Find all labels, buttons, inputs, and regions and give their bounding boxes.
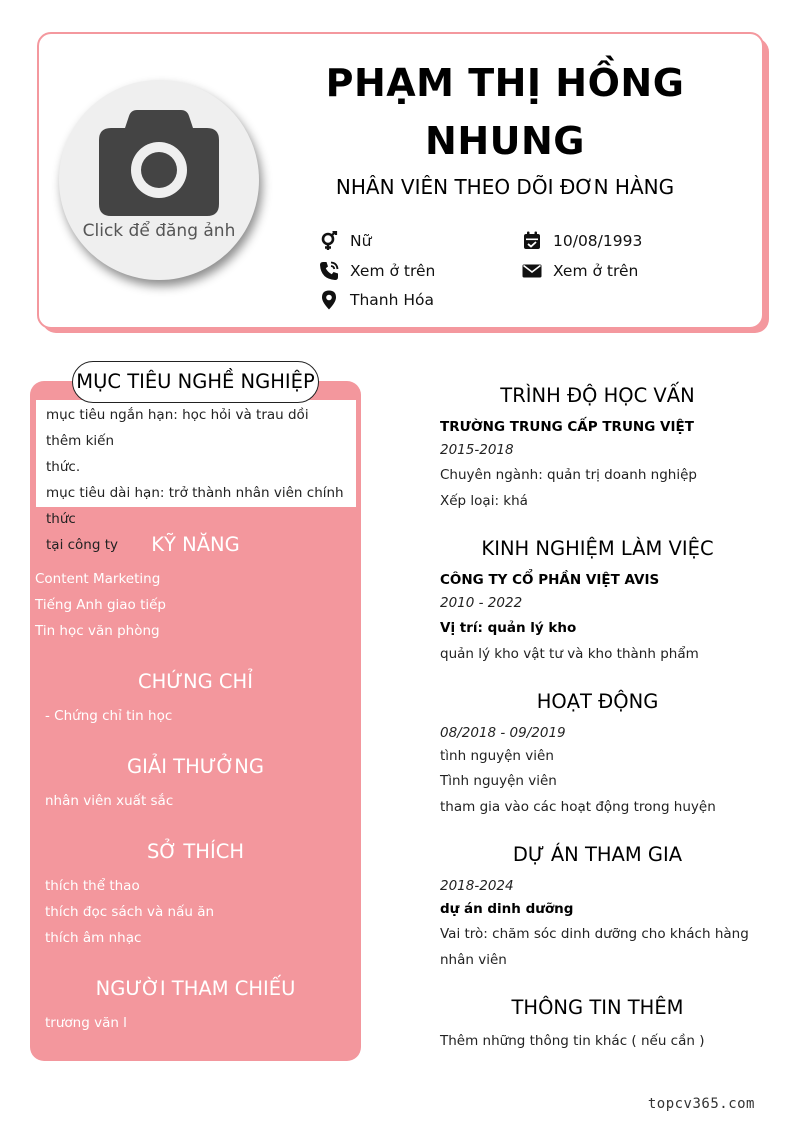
activities-description: tham gia vào các hoạt động trong huyện — [440, 799, 716, 815]
education-school: TRƯỜNG TRUNG CẤP TRUNG VIỆT — [440, 419, 694, 435]
objective-line: mục tiêu dài hạn: trở thành nhân viên chính thức — [46, 485, 344, 527]
projects-role-line: nhân viên — [440, 952, 507, 968]
gender-value: Nữ — [350, 231, 372, 250]
skill-item: Content Marketing — [35, 571, 161, 587]
phone-value: Xem ở trên — [350, 261, 436, 280]
objective-title: MỤC TIÊU NGHỀ NGHIỆP — [72, 361, 319, 403]
birthday-info — [521, 230, 642, 251]
additional-text: Thêm những thông tin khác ( nếu cần ) — [440, 1033, 705, 1049]
photo-upload[interactable] — [59, 80, 259, 280]
references-title: NGƯỜI THAM CHIẾU — [95, 977, 296, 1000]
reference-item: trương văn l — [45, 1015, 127, 1031]
objective-line: mục tiêu ngắn hạn: học hỏi và trau dồi thêm kiến — [46, 407, 309, 449]
activities-title: HOẠT ĐỘNG — [536, 690, 659, 713]
experience-company: CÔNG TY CỔ PHẦN VIỆT AVIS — [440, 572, 660, 588]
experience-description: quản lý kho vật tư và kho thành phẩm — [440, 646, 699, 662]
objective-line: tại công ty — [46, 537, 118, 553]
calendar-icon — [521, 230, 542, 251]
projects-name: dự án dinh dưỡng — [440, 901, 574, 917]
skills-title: KỸ NĂNG — [151, 533, 240, 556]
additional-title: THÔNG TIN THÊM — [511, 996, 684, 1019]
projects-role-line: Vai trò: chăm sóc dinh dưỡng cho khách hàng — [440, 926, 749, 942]
birthday-value: 10/08/1993 — [553, 231, 643, 250]
address-value: Thanh Hóa — [350, 290, 435, 309]
email-icon — [521, 260, 542, 281]
activities-role: Tình nguyện viên — [440, 773, 557, 789]
education-period: 2015-2018 — [440, 442, 514, 458]
name-line-2: NHUNG — [425, 119, 585, 163]
email-value: Xem ở trên — [553, 261, 639, 280]
skill-item: Tiếng Anh giao tiếp — [35, 597, 167, 613]
hobbies-title: SỞ THÍCH — [147, 840, 244, 863]
certificate-item: - Chứng chỉ tin học — [45, 708, 173, 724]
experience-position: Vị trí: quản lý kho — [440, 620, 577, 636]
phone-info — [318, 260, 435, 281]
awards-title: GIẢI THƯỞNG — [127, 755, 264, 778]
education-rank: Xếp loại: khá — [440, 493, 528, 509]
location-pin-icon — [318, 289, 339, 310]
job-title: NHÂN VIÊN THEO DÕI ĐƠN HÀNG — [335, 175, 675, 199]
award-item: nhân viên xuất sắc — [45, 793, 174, 809]
hobby-item: thích thể thao — [45, 878, 140, 894]
address-info — [318, 289, 434, 310]
projects-title: DỰ ÁN THAM GIA — [512, 843, 683, 866]
certificates-title: CHỨNG CHỈ — [138, 670, 253, 693]
education-title: TRÌNH ĐỘ HỌC VẤN — [500, 384, 695, 407]
activities-organization: tình nguyện viên — [440, 748, 554, 764]
photo-label: Click để đăng ảnh — [82, 221, 236, 241]
skill-item: Tin học văn phòng — [35, 623, 160, 639]
gender-icon — [318, 230, 339, 251]
projects-period: 2018-2024 — [440, 878, 514, 894]
hobby-item: thích âm nhạc — [45, 930, 142, 946]
experience-title: KINH NGHIỆM LÀM VIỆC — [481, 537, 714, 560]
name-line-1: PHẠM THỊ HỒNG — [325, 61, 685, 105]
gender-info — [318, 230, 371, 251]
phone-icon — [318, 260, 339, 281]
email-info — [521, 260, 638, 281]
experience-period: 2010 - 2022 — [440, 595, 523, 611]
footer-site: topcv365.com — [647, 1096, 755, 1112]
camera-icon — [99, 110, 219, 216]
candidate-name — [315, 54, 695, 170]
hobby-item: thích đọc sách và nấu ăn — [45, 904, 215, 920]
activities-period: 08/2018 - 09/2019 — [440, 725, 566, 741]
objective-line: thức. — [46, 459, 81, 475]
education-major: Chuyên ngành: quản trị doanh nghiệp — [440, 467, 697, 483]
